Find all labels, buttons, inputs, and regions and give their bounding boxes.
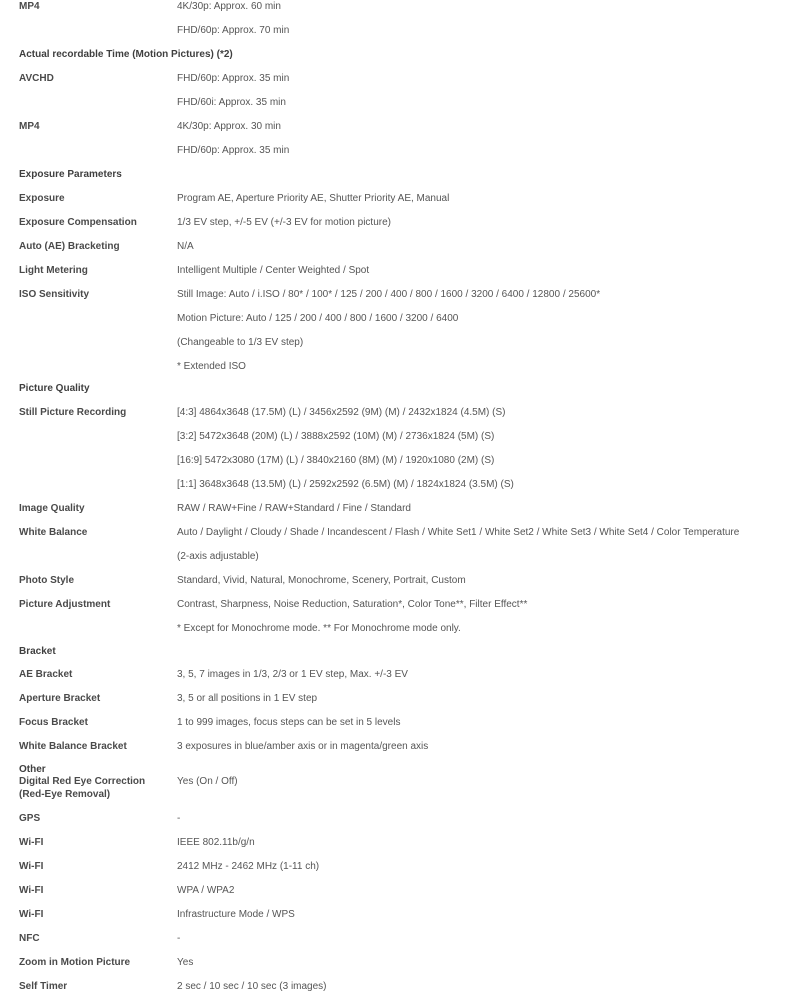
spec-row (0, 144, 800, 162)
spec-row (0, 430, 800, 448)
spec-row (0, 956, 800, 974)
spec-label: Self Timer (19, 981, 68, 992)
spec-value: WPA / WPA2 (177, 885, 235, 896)
spec-row (0, 478, 800, 496)
spec-value: - (177, 933, 181, 944)
spec-row (0, 312, 800, 330)
spec-value: IEEE 802.11b/g/n (177, 837, 255, 848)
spec-value: 3, 5 or all positions in 1 EV step (177, 693, 318, 704)
spec-value: Yes (On / Off) (177, 776, 238, 787)
spec-value: Contrast, Sharpness, Noise Reduction, Saturation*, Color Tone**, Filter Effect** (177, 599, 528, 610)
spec-row (0, 406, 800, 424)
spec-label: Photo Style (19, 575, 75, 586)
spec-row (0, 740, 800, 758)
spec-row (0, 502, 800, 520)
spec-label: ISO Sensitivity (19, 289, 90, 300)
section-heading: Other (19, 764, 46, 775)
spec-row (0, 860, 800, 878)
spec-value: 1 to 999 images, focus steps can be set in 5 levels (177, 717, 401, 728)
spec-value: Program AE, Aperture Priority AE, Shutter Priority AE, Manual (177, 193, 450, 204)
spec-row (0, 264, 800, 282)
spec-value: Auto / Daylight / Cloudy / Shade / Incandescent / Flash / White Set1 / White Set2 / White Set3 / White Set4 / Color Temperature (177, 527, 740, 538)
spec-label: White Balance (19, 527, 88, 538)
spec-label: Exposure (19, 193, 65, 204)
spec-value: 3, 5, 7 images in 1/3, 2/3 or 1 EV step, Max. +/-3 EV (177, 669, 408, 680)
spec-row (0, 884, 800, 902)
spec-label: Light Metering (19, 265, 88, 276)
spec-value: [1:1] 3648x3648 (13.5M) (L) / 2592x2592 (6.5M) (M) / 1824x1824 (3.5M) (S) (177, 479, 514, 490)
spec-value: - (177, 813, 181, 824)
spec-row (0, 836, 800, 854)
spec-value: [4:3] 4864x3648 (17.5M) (L) / 3456x2592 (9M) (M) / 2432x1824 (4.5M) (S) (177, 407, 506, 418)
spec-label: Focus Bracket (19, 717, 88, 728)
spec-label: Exposure Compensation (19, 217, 137, 228)
spec-label: Still Picture Recording (19, 407, 127, 418)
spec-label: Aperture Bracket (19, 693, 101, 704)
spec-row (0, 908, 800, 926)
spec-label: Digital Red Eye Correction (Red-Eye Removal) (19, 776, 146, 800)
spec-label: AVCHD (19, 73, 54, 84)
spec-row (0, 72, 800, 90)
spec-row (0, 288, 800, 306)
spec-row (0, 932, 800, 950)
spec-value: 2412 MHz - 2462 MHz (1-11 ch) (177, 861, 320, 872)
spec-row (0, 574, 800, 592)
spec-row (0, 24, 800, 42)
section-heading: Exposure Parameters (19, 169, 122, 180)
spec-label: Wi-FI (19, 837, 44, 848)
spec-row (0, 96, 800, 114)
spec-label: AE Bracket (19, 669, 73, 680)
spec-row (0, 336, 800, 354)
spec-label: Wi-FI (19, 885, 44, 896)
spec-label: Picture Adjustment (19, 599, 111, 610)
spec-label: MP4 (19, 121, 40, 132)
spec-value: 4K/30p: Approx. 60 min (177, 1, 281, 12)
spec-value: Intelligent Multiple / Center Weighted / Spot (177, 265, 370, 276)
spec-value: RAW / RAW+Fine / RAW+Standard / Fine / Standard (177, 503, 411, 514)
spec-row (0, 454, 800, 472)
spec-row (0, 980, 800, 998)
spec-label: Wi-FI (19, 861, 44, 872)
spec-row (0, 192, 800, 210)
spec-label: Image Quality (19, 503, 85, 514)
spec-row (0, 120, 800, 138)
spec-row (0, 716, 800, 734)
spec-label: White Balance Bracket (19, 741, 127, 752)
spec-label: Auto (AE) Bracketing (19, 241, 120, 252)
spec-value: 2 sec / 10 sec / 10 sec (3 images) (177, 981, 327, 992)
spec-row (0, 622, 800, 640)
spec-row (0, 812, 800, 830)
spec-value: FHD/60p: Approx. 35 min (177, 145, 290, 156)
spec-value: 1/3 EV step, +/-5 EV (+/-3 EV for motion picture) (177, 217, 391, 228)
spec-row (0, 550, 800, 568)
spec-label: Wi-FI (19, 909, 44, 920)
spec-row (0, 0, 800, 18)
spec-value: Infrastructure Mode / WPS (177, 909, 295, 920)
spec-row (0, 598, 800, 616)
spec-row (0, 360, 800, 378)
spec-value: [16:9] 5472x3080 (17M) (L) / 3840x2160 (8M) (M) / 1920x1080 (2M) (S) (177, 455, 495, 466)
spec-row (0, 668, 800, 686)
spec-label: GPS (19, 813, 41, 824)
spec-value: FHD/60p: Approx. 35 min (177, 73, 290, 84)
spec-label: NFC (19, 933, 40, 944)
spec-label: Zoom in Motion Picture (19, 957, 131, 968)
section-heading: Bracket (19, 646, 56, 657)
section-heading: Picture Quality (19, 383, 90, 394)
spec-value: FHD/60p: Approx. 70 min (177, 25, 290, 36)
spec-row (0, 775, 800, 800)
spec-value: Motion Picture: Auto / 125 / 200 / 400 / 800 / 1600 / 3200 / 6400 (177, 313, 459, 324)
spec-row (0, 692, 800, 710)
spec-value: * Extended ISO (177, 361, 246, 372)
spec-value: Still Image: Auto / i.ISO / 80* / 100* / 125 / 200 / 400 / 800 / 1600 / 3200 / 6400 / 12800 / 25600* (177, 289, 601, 300)
spec-value: FHD/60i: Approx. 35 min (177, 97, 286, 108)
spec-value: (Changeable to 1/3 EV step) (177, 337, 304, 348)
spec-row (0, 216, 800, 234)
spec-label: MP4 (19, 1, 40, 12)
spec-row (0, 526, 800, 544)
spec-value: 3 exposures in blue/amber axis or in magenta/green axis (177, 741, 429, 752)
spec-value: Yes (177, 957, 194, 968)
spec-value: N/A (177, 241, 194, 252)
spec-row (0, 240, 800, 258)
spec-value: Standard, Vivid, Natural, Monochrome, Scenery, Portrait, Custom (177, 575, 466, 586)
spec-value: 4K/30p: Approx. 30 min (177, 121, 281, 132)
spec-value: [3:2] 5472x3648 (20M) (L) / 3888x2592 (10M) (M) / 2736x1824 (5M) (S) (177, 431, 495, 442)
spec-value: (2-axis adjustable) (177, 551, 259, 562)
section-heading: Actual recordable Time (Motion Pictures) (*2) (19, 49, 233, 60)
spec-value: * Except for Monochrome mode. ** For Monochrome mode only. (177, 623, 461, 634)
